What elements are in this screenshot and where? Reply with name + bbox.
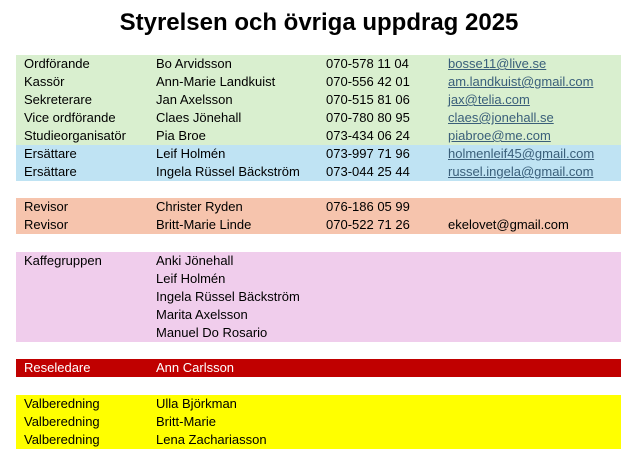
coffee-row — [16, 252, 621, 270]
name: Bo Arvidsson — [156, 56, 232, 71]
name: Britt-Marie — [156, 414, 216, 429]
role: Revisor — [24, 217, 69, 232]
nomination-row — [16, 413, 621, 431]
coffee-row — [16, 306, 621, 324]
page-title: Styrelsen och övriga uppdrag 2025 — [119, 9, 519, 36]
board-row — [16, 127, 621, 145]
role: Kassör — [24, 74, 65, 89]
role: Kaffegruppen — [24, 253, 102, 268]
name: Claes Jönehall — [156, 110, 242, 125]
email-link[interactable]: am.landkuist@gmail.com — [448, 74, 594, 89]
role: Valberedning — [24, 414, 100, 429]
role: Studieorganisatör — [24, 128, 126, 143]
name: Ann Carlsson — [156, 360, 235, 375]
phone: 076-186 05 99 — [326, 199, 410, 214]
phone: 070-515 81 06 — [326, 92, 410, 107]
auditor-row — [16, 198, 621, 216]
name: Leif Holmén — [156, 271, 226, 286]
substitutes-section — [16, 145, 621, 181]
board-row — [16, 91, 621, 109]
phone: 073-997 71 96 — [326, 146, 410, 161]
auditors-section — [16, 198, 621, 234]
email-link[interactable]: holmenleif45@gmail.com — [448, 146, 595, 161]
name: Ann-Marie Landkuist — [156, 74, 276, 89]
role: Valberedning — [24, 432, 100, 447]
name: Ingela Rüssel Bäckström — [156, 289, 300, 304]
phone: 070-522 71 26 — [326, 217, 410, 232]
phone: 070-556 42 01 — [326, 74, 410, 89]
phone: 073-044 25 44 — [326, 164, 410, 179]
name: Jan Axelsson — [156, 92, 233, 107]
nomination-row — [16, 431, 621, 449]
role: Valberedning — [24, 396, 100, 411]
role: Sekreterare — [24, 92, 92, 107]
role: Reseledare — [24, 360, 91, 375]
email-link[interactable]: russel.ingela@gmail.com — [448, 164, 594, 179]
name: Marita Axelsson — [156, 307, 248, 322]
name: Manuel Do Rosario — [156, 325, 268, 340]
tour-leader-row — [16, 359, 621, 377]
name: Pia Broe — [156, 128, 206, 143]
substitute-row — [16, 163, 621, 181]
email-text: ekelovet@gmail.com — [448, 217, 569, 232]
role: Ersättare — [24, 146, 77, 161]
phone: 073-434 06 24 — [326, 128, 410, 143]
email-link[interactable]: claes@jonehall.se — [448, 110, 554, 125]
nomination-section — [16, 395, 621, 449]
phone: 070-780 80 95 — [326, 110, 410, 125]
role: Ersättare — [24, 164, 77, 179]
substitute-row — [16, 145, 621, 163]
name: Christer Ryden — [156, 199, 243, 214]
role: Vice ordförande — [24, 110, 116, 125]
board-row — [16, 73, 621, 91]
tour-leader-section — [16, 359, 621, 377]
coffee-row — [16, 270, 621, 288]
coffee-section — [16, 252, 621, 342]
role: Ordförande — [24, 56, 90, 71]
name: Ingela Rüssel Bäckström — [156, 164, 300, 179]
email-link[interactable]: jax@telia.com — [448, 92, 530, 107]
coffee-row — [16, 288, 621, 306]
role: Revisor — [24, 199, 69, 214]
name: Anki Jönehall — [156, 253, 234, 268]
name: Lena Zachariasson — [156, 432, 267, 447]
name: Leif Holmén — [156, 146, 226, 161]
email-link[interactable]: bosse11@live.se — [448, 56, 547, 71]
name: Britt-Marie Linde — [156, 217, 252, 232]
auditor-row — [16, 216, 621, 234]
board-row — [16, 109, 621, 127]
name: Ulla Björkman — [156, 396, 237, 411]
nomination-row — [16, 395, 621, 413]
board-row — [16, 55, 621, 73]
email-link[interactable]: piabroe@me.com — [448, 128, 551, 143]
coffee-row — [16, 324, 621, 342]
phone: 070-578 11 04 — [326, 56, 409, 71]
board-section — [16, 55, 621, 145]
